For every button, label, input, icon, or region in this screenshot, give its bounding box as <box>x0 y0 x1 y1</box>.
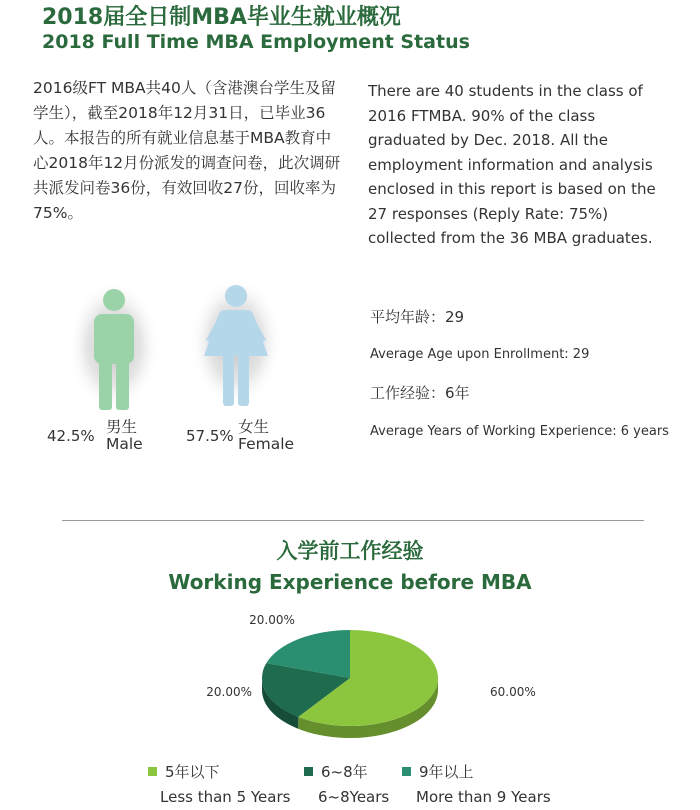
pie-data-label-2: 20.00% <box>249 613 295 627</box>
male-label <box>106 419 143 453</box>
average-age-zh: 平均年龄：29 <box>370 308 465 326</box>
page-title-zh: 2018届全日制MBA毕业生就业概况 <box>42 5 401 30</box>
legend-item-1 <box>304 760 389 808</box>
legend-swatch-1 <box>304 767 313 776</box>
male-label-zh: 男生 <box>106 418 138 436</box>
female-figure-icon <box>190 278 282 413</box>
legend-swatch-2 <box>402 767 411 776</box>
working-experience-en: Average Years of Working Experience: 6 years <box>370 424 669 439</box>
legend-label-zh-1: 6~8年 <box>321 762 368 781</box>
legend-item-2 <box>402 760 551 808</box>
working-experience-zh: 工作经验：6年 <box>370 384 470 402</box>
female-label-en: Female <box>238 435 295 453</box>
chart-title-zh: 入学前工作经验 <box>276 539 424 563</box>
female-label-zh: 女生 <box>238 418 270 436</box>
intro-text-en: There are 40 students in the class of 2016 FTMBA. 90% of the class graduated by Dec. 2018. All the employment information and analysis enclosed in this report is based on the 27 responses (Reply Rate: 75%) collected from the 36 MBA graduates. <box>368 82 656 247</box>
female-label <box>238 419 294 453</box>
legend-label-zh-2: 9年以上 <box>419 762 474 781</box>
chart-title-en: Working Experience before MBA <box>168 570 532 594</box>
average-age-en: Average Age upon Enrollment: 29 <box>370 347 590 362</box>
legend-item-0 <box>148 760 290 808</box>
pie-chart <box>0 600 700 764</box>
page-title-en: 2018 Full Time MBA Employment Status <box>42 31 470 53</box>
legend-label-en-1: 6~8Years <box>318 788 390 806</box>
male-percentage: 42.5% <box>47 427 95 445</box>
pie-data-label-0: 60.00% <box>490 685 536 699</box>
legend-swatch-0 <box>148 767 157 776</box>
legend-label-en-0: Less than 5 Years <box>160 788 291 806</box>
female-percentage: 57.5% <box>186 427 234 445</box>
pie-data-label-1: 20.00% <box>206 685 252 699</box>
male-label-en: Male <box>106 435 143 453</box>
legend-label-en-2: More than 9 Years <box>416 788 551 806</box>
legend-label-zh-0: 5年以下 <box>165 762 220 781</box>
section-divider <box>62 520 644 521</box>
intro-text-zh: 2016级FT MBA共40人（含港澳台学生及留学生），截至2018年12月31日，已毕业36人。本报告的所有就业信息基于MBA教育中心2018年12月份派发的调查问卷，此次调研共派发问卷36份，有效回收27份，回收率为75%。 <box>33 79 341 222</box>
male-figure-icon <box>68 284 160 419</box>
